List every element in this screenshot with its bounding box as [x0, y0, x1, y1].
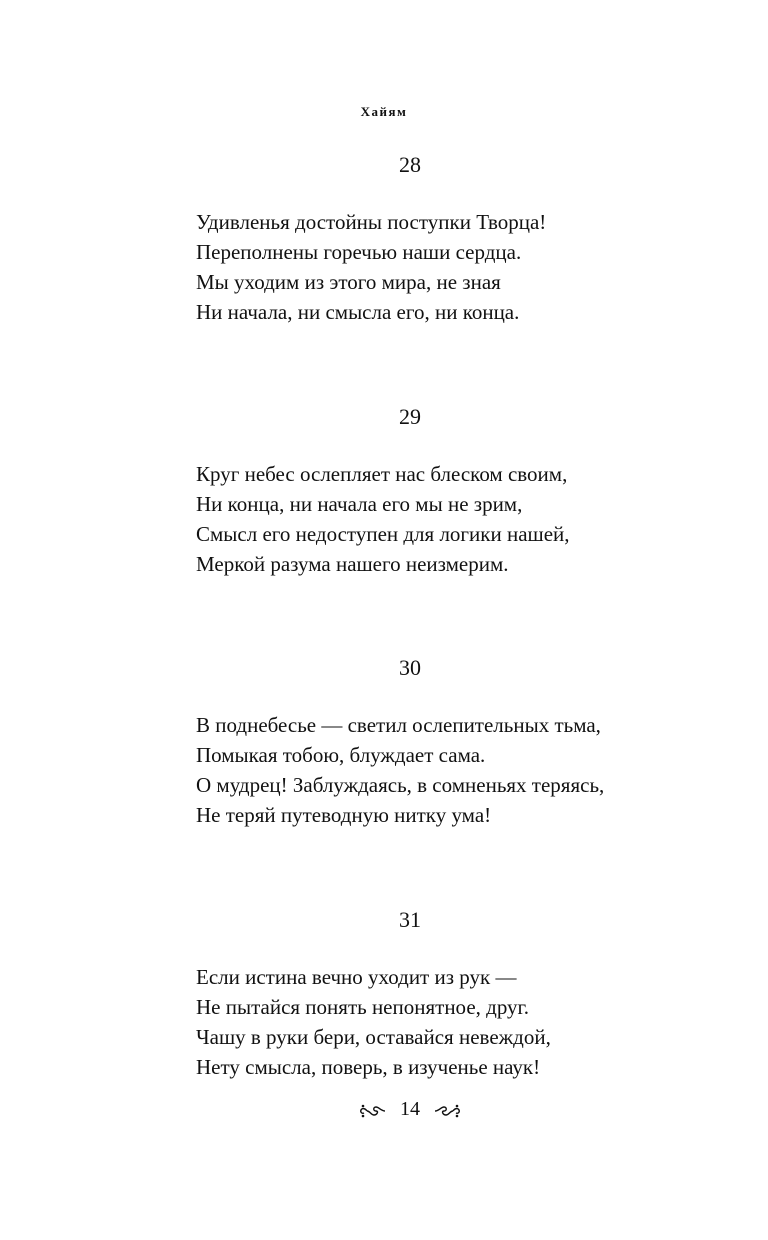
poem-line: Ни начала, ни смысла его, ни конца. — [196, 300, 520, 324]
poem-stanza — [196, 207, 716, 327]
poem-line: Мы уходим из этого мира, не зная — [196, 270, 501, 294]
poem-line: Ни конца, ни начала его мы не зрим, — [196, 492, 523, 516]
poem-line: Не пытайся понять непонятное, друг. — [196, 995, 530, 1019]
poem-number: 29 — [399, 404, 421, 429]
poem-number: 30 — [399, 655, 421, 680]
flourish-left-icon — [359, 1101, 387, 1117]
poem-line: Удивленья достойны поступки Творца! — [196, 210, 547, 234]
poem-line: Не теряй путеводную нитку ума! — [196, 803, 492, 827]
poem-stanza — [196, 710, 716, 830]
poem-line: Чашу в руки бери, оставайся невеждой, — [196, 1025, 551, 1049]
poem-line: Переполнены горечью наши сердца. — [196, 240, 522, 264]
poem-stanza — [196, 962, 716, 1082]
poem-line: Круг небес ослепляет нас блеском своим, — [196, 462, 568, 486]
poem-line: В поднебесье — светил ослепительных тьма, — [196, 713, 601, 737]
poem-line: Если истина вечно уходит из рук — — [196, 965, 517, 989]
flourish-right-icon — [433, 1101, 461, 1117]
poem-number: 31 — [399, 907, 421, 932]
poem-number: 28 — [399, 152, 421, 177]
page-folio — [0, 1096, 768, 1121]
poem-stanza — [196, 459, 716, 579]
poem-line: Меркой разума нашего неизмерим. — [196, 552, 509, 576]
poem-line: Нету смысла, поверь, в изученье наук! — [196, 1055, 541, 1079]
running-head: Хайям — [360, 104, 408, 119]
poem-line: Смысл его недоступен для логики нашей, — [196, 522, 570, 546]
poem-line: О мудрец! Заблуждаясь, в сомненьях теряясь, — [196, 773, 605, 797]
page-number: 14 — [400, 1098, 420, 1121]
poem-line: Помыкая тобою, блуждает сама. — [196, 743, 486, 767]
